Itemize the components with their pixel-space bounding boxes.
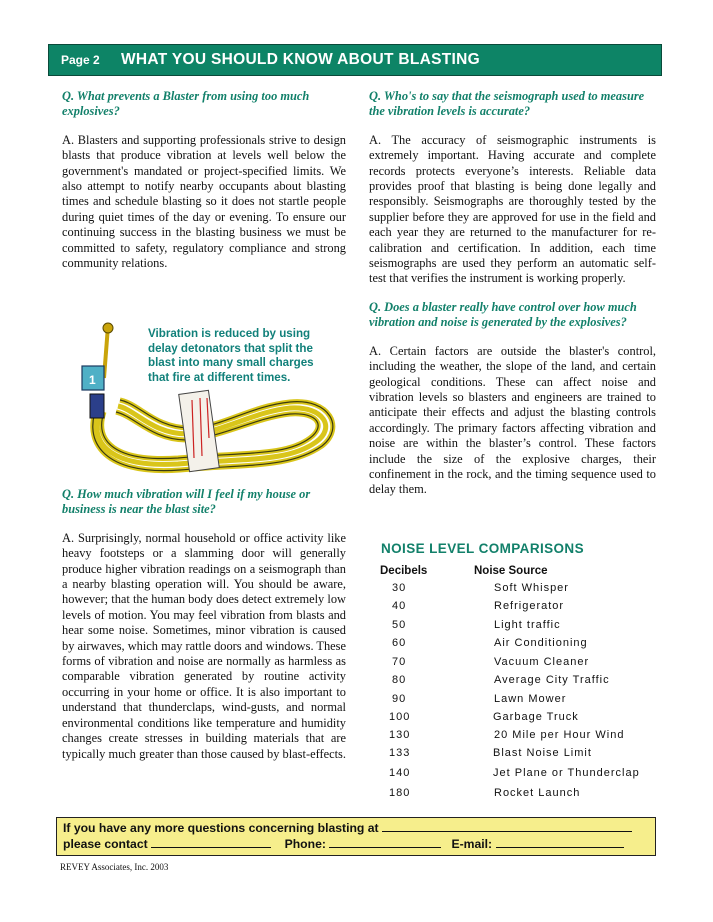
noise-row: 100 Garbage Truck bbox=[389, 711, 579, 723]
email-field[interactable] bbox=[496, 836, 624, 848]
noise-row: 60 Air Conditioning bbox=[392, 637, 588, 649]
contact-name-field[interactable] bbox=[151, 836, 271, 848]
noise-col-source: Noise Source bbox=[474, 565, 548, 577]
page-header bbox=[48, 44, 662, 76]
answer-how-much-vibration: A. Surprisingly, normal household or office activity like heavy footsteps or a slamming door will generally produce higher vibration readings on a seismograph than a nearby blasting operation will. You should be aware, however; that the human body does detect extremely low levels of motion. You may feel vibration from blasts and hear some noise. Sometimes, minor vibration is caused by airwaves, which may rattle doors and windows. These forms of vibration and noise are normally as harmless as comparable vibration generated by routine activity occurring in your home or office. It is also important to understand that thunderclaps, wind-gusts, and normal environmental conditions like temperature and humidity changes create stresses in building materials that are typically much greater than those caused by blast-effects. bbox=[62, 530, 346, 761]
noise-table-title: NOISE LEVEL COMPARISONS bbox=[381, 541, 584, 556]
noise-row: 130 20 Mile per Hour Wind bbox=[389, 729, 625, 741]
question-blaster-control: Q. Does a blaster really have control over how much vibration and noise is generated by the explosives? bbox=[369, 299, 637, 330]
email-label: E-mail: bbox=[451, 837, 493, 851]
noise-row: 40 Refrigerator bbox=[392, 600, 565, 612]
contact-line-1: If you have any more questions concerning blasting at bbox=[63, 821, 379, 835]
answer-seismograph-accuracy: A. The accuracy of seismographic instruments is extremely important. Having accurate and complete records protects everyone’s interests. Reliable data provides proof that blasting is being done legally and responsibly. Seismographs are thoroughly tested by the supplier before they are approved for use in the field and each year they are returned to the manufacturer for re-calibration and certification. In addition, each time seismographs are used they perform an automatic self-test that verifies the instrument is working properly. bbox=[369, 132, 656, 286]
answer-blaster-control: A. Certain factors are outside the blaster's control, including the weather, the slope of the land, and certain geological conditions. These can affect noise and vibration levels so blasters and engineers are trained to anticipate their effects and adjust the blasting controls accordingly. The primary factors affecting vibration and noise are within the blaster’s control. These factors include the size of the explosive charges, their confinement in the rock, and the timing sequence used to delay them. bbox=[369, 343, 656, 497]
noise-row: 80 Average City Traffic bbox=[392, 674, 610, 686]
question-how-much-vibration: Q. How much vibration will I feel if my house or business is near the blast site? bbox=[62, 487, 311, 517]
noise-col-decibels: Decibels bbox=[380, 565, 428, 577]
page-title: WHAT YOU SHOULD KNOW ABOUT BLASTING bbox=[121, 51, 480, 68]
phone-field[interactable] bbox=[329, 836, 441, 848]
question-seismograph-accuracy: Q. Who's to say that the seismograph used to measure the vibration levels is accurate? bbox=[369, 89, 645, 119]
detonator-caption: Vibration is reduced by using delay detonators that split the blast into many small charges that fire at different times. bbox=[148, 327, 314, 384]
left-column bbox=[62, 89, 346, 271]
site-field[interactable] bbox=[382, 820, 632, 832]
contact-box bbox=[56, 817, 656, 856]
answer-too-much-explosives: A. Blasters and supporting professionals strive to design blasts that produce vibration at levels well below the government's mandated or project-specified limits. We also attempt to notify nearby occupants about blasting times and schedule blasting so it does not startle people during quiet times of the day or evening. To ensure our continuing success in the blasting business we must be committed to safety, regulatory compliance and strong community relations. bbox=[62, 132, 346, 271]
noise-row: 50 Light traffic bbox=[392, 619, 561, 631]
noise-row: 70 Vacuum Cleaner bbox=[392, 656, 590, 668]
right-column bbox=[369, 89, 656, 498]
delay-tag-number: 1 bbox=[89, 373, 96, 387]
question-too-much-explosives: Q. What prevents a Blaster from using too much explosives? bbox=[62, 89, 310, 119]
contact-line-2: please contact bbox=[63, 837, 148, 851]
page-number: Page 2 bbox=[61, 53, 100, 67]
noise-row: 90 Lawn Mower bbox=[392, 693, 567, 705]
noise-row: 180 Rocket Launch bbox=[389, 787, 581, 799]
footer-credit: REVEY Associates, Inc. 2003 bbox=[60, 862, 169, 872]
noise-row: 133 Blast Noise Limit bbox=[389, 747, 592, 759]
phone-label: Phone: bbox=[284, 837, 326, 851]
noise-row: 140 Jet Plane or Thunderclap bbox=[389, 767, 640, 779]
noise-row: 30 Soft Whisper bbox=[392, 582, 569, 594]
